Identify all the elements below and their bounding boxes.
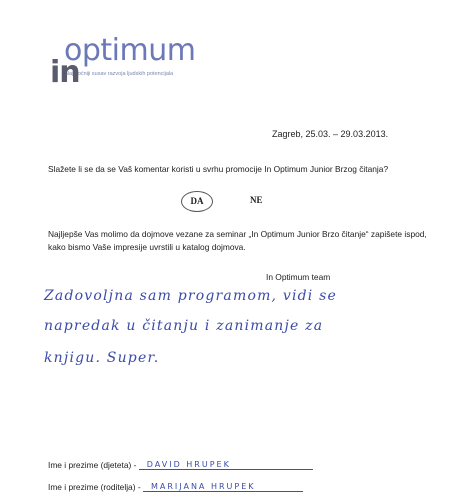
logo-tagline: Najmoćniji susav razvoja ljudskih potencijala bbox=[65, 71, 174, 77]
choice-no[interactable]: NE bbox=[250, 195, 263, 205]
parent-name-label: Ime i prezime (roditelja) - bbox=[48, 482, 141, 492]
parent-name-field bbox=[48, 480, 303, 492]
parent-name-line[interactable] bbox=[143, 480, 303, 492]
child-name-value: DAVID HRUPEK bbox=[146, 460, 231, 469]
date-location: Zagreb, 25.03. – 29.03.2013. bbox=[272, 129, 389, 139]
consent-question: Slažete li se da se Vaš komentar koristi u svrhu promocije In Optimum Junior Brzog čitanja? bbox=[48, 164, 389, 174]
child-name-field bbox=[48, 458, 313, 470]
parent-name-value: MARIJANA HRUPEK bbox=[150, 482, 256, 491]
child-name-label: Ime i prezime (djeteta) - bbox=[48, 460, 137, 470]
handwritten-line: Zadovoljna sam programom, vidi se bbox=[44, 288, 338, 304]
child-name-line[interactable] bbox=[139, 458, 313, 470]
choice-yes-circled[interactable]: DA bbox=[181, 191, 213, 212]
company-logo bbox=[50, 33, 250, 95]
signoff: In Optimum team bbox=[266, 272, 331, 282]
handwritten-comment bbox=[44, 288, 444, 378]
handwritten-line: knjigu. Super. bbox=[44, 350, 160, 366]
logo-name: optimum bbox=[64, 33, 196, 68]
feedback-request: Najljepše Vas molimo da dojmove vezane za seminar „In Optimum Junior Brzo čitanje“ zapišete ispod, kako bismo Vaše impresije uvrstili u katalog dojmova. bbox=[48, 229, 427, 252]
logo-prefix: in bbox=[50, 55, 80, 90]
handwritten-line: napredak u čitanju i zanimanje za bbox=[44, 318, 324, 334]
